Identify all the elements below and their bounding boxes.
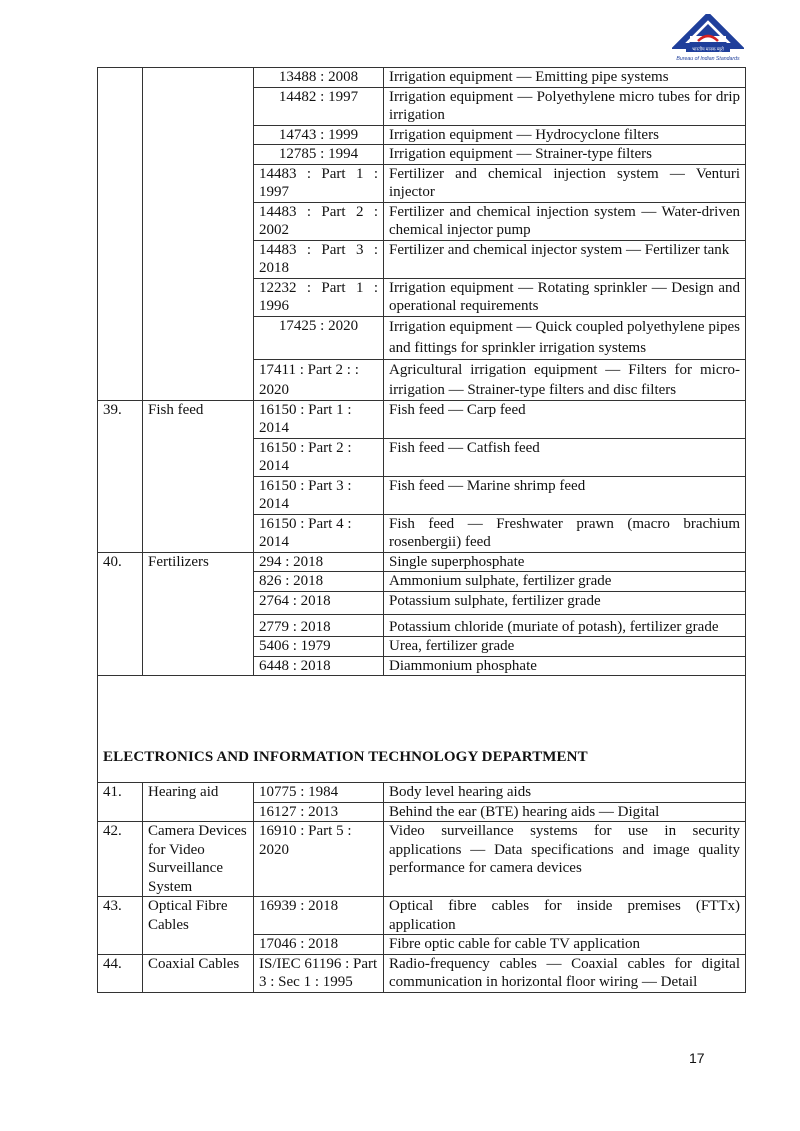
standards-table [97,67,746,993]
standard-number: 14483 : Part 3 : 2018 [254,240,384,278]
standard-title: Ammonium sulphate, fertilizer grade [384,572,746,592]
standard-number: 294 : 2018 [254,552,384,572]
standard-number: 16150 : Part 1 : 2014 [254,400,384,438]
standard-number: 16150 : Part 4 : 2014 [254,514,384,552]
standard-number: 2779 : 2018 [254,614,384,637]
standard-title: Video surveillance systems for use in security applications — Data specifications and image quality performance for camera devices [384,822,746,897]
item-cell [143,68,254,401]
item-name: Fertilizers [143,552,254,676]
serial-number: 39. [98,400,143,552]
department-row [98,676,746,783]
standard-title: Single superphosphate [384,552,746,572]
standard-number: 14482 : 1997 [254,87,384,125]
standard-title: Irrigation equipment — Quick coupled polyethylene pipes and fittings for sprinkler irrigation systems [384,316,746,359]
bis-logo [672,14,744,66]
standard-title: Optical fibre cables for inside premises (FTTx) application [384,897,746,935]
standard-title: Fertilizer and chemical injector system — Fertilizer tank [384,240,746,278]
standard-number: 12785 : 1994 [254,145,384,165]
serial-number: 42. [98,822,143,897]
table-row [98,897,746,935]
standard-title: Fish feed — Freshwater prawn (macro brachium rosenbergii) feed [384,514,746,552]
standard-number: 16150 : Part 3 : 2014 [254,476,384,514]
item-name: Coaxial Cables [143,954,254,992]
item-name: Hearing aid [143,783,254,822]
standard-number: 14483 : Part 1 : 1997 [254,164,384,202]
standard-number: 17411 : Part 2 : : 2020 [254,359,384,400]
table-row [98,783,746,803]
standard-title: Irrigation equipment — Strainer-type filters [384,145,746,165]
standard-number: 12232 : Part 1 : 1996 [254,278,384,316]
standard-title: Fish feed — Marine shrimp feed [384,476,746,514]
standard-number: 16127 : 2013 [254,802,384,822]
serial-number: 43. [98,897,143,955]
standard-title: Urea, fertilizer grade [384,637,746,657]
standard-title: Potassium chloride (muriate of potash), fertilizer grade [384,614,746,637]
standard-title: Diammonium phosphate [384,656,746,676]
standard-title: Fertilizer and chemical injection system — Venturi injector [384,164,746,202]
standard-title: Irrigation equipment — Polyethylene micro tubes for drip irrigation [384,87,746,125]
standard-number: 13488 : 2008 [254,68,384,88]
standard-title: Fish feed — Carp feed [384,400,746,438]
standard-number: 16910 : Part 5 : 2020 [254,822,384,897]
item-name: Camera Devices for Video Surveillance System [143,822,254,897]
standard-number: 2764 : 2018 [254,591,384,614]
standard-title: Fibre optic cable for cable TV application [384,935,746,955]
logo-english: Bureau of Indian Standards [676,56,740,62]
standard-title: Irrigation equipment — Hydrocyclone filters [384,125,746,145]
standard-number: IS/IEC 61196 : Part 3 : Sec 1 : 1995 [254,954,384,992]
standard-title: Irrigation equipment — Rotating sprinkler — Design and operational requirements [384,278,746,316]
serial-number: 40. [98,552,143,676]
table-row [98,954,746,992]
item-name: Optical Fibre Cables [143,897,254,955]
serial-number: 41. [98,783,143,822]
standard-number: 10775 : 1984 [254,783,384,803]
table-row [98,400,746,438]
table-row [98,552,746,572]
standard-number: 16150 : Part 2 : 2014 [254,438,384,476]
standard-title: Agricultural irrigation equipment — Filters for micro-irrigation — Strainer-type filters and disc filters [384,359,746,400]
standard-number: 14483 : Part 2 : 2002 [254,202,384,240]
logo-hindi: भारतीय मानक ब्यूरो [692,46,724,52]
table-row [98,822,746,897]
standard-number: 826 : 2018 [254,572,384,592]
item-name: Fish feed [143,400,254,552]
standard-title: Fertilizer and chemical injection system — Water-driven chemical injector pump [384,202,746,240]
department-heading: ELECTRONICS AND INFORMATION TECHNOLOGY DEPARTMENT [98,676,746,783]
standard-title: Radio-frequency cables — Coaxial cables for digital communication in horizontal floor wiring — Detail [384,954,746,992]
standard-number: 6448 : 2018 [254,656,384,676]
standard-number: 17046 : 2018 [254,935,384,955]
standard-number: 17425 : 2020 [254,316,384,359]
table-row [98,68,746,88]
standard-title: Potassium sulphate, fertilizer grade [384,591,746,614]
standard-number: 14743 : 1999 [254,125,384,145]
standard-title: Fish feed — Catfish feed [384,438,746,476]
standard-title: Behind the ear (BTE) hearing aids — Digital [384,802,746,822]
page-number: 17 [689,1050,705,1066]
serial-number: 44. [98,954,143,992]
standard-number: 5406 : 1979 [254,637,384,657]
standard-title: Irrigation equipment — Emitting pipe systems [384,68,746,88]
serial-cell [98,68,143,401]
standard-title: Body level hearing aids [384,783,746,803]
standard-number: 16939 : 2018 [254,897,384,935]
